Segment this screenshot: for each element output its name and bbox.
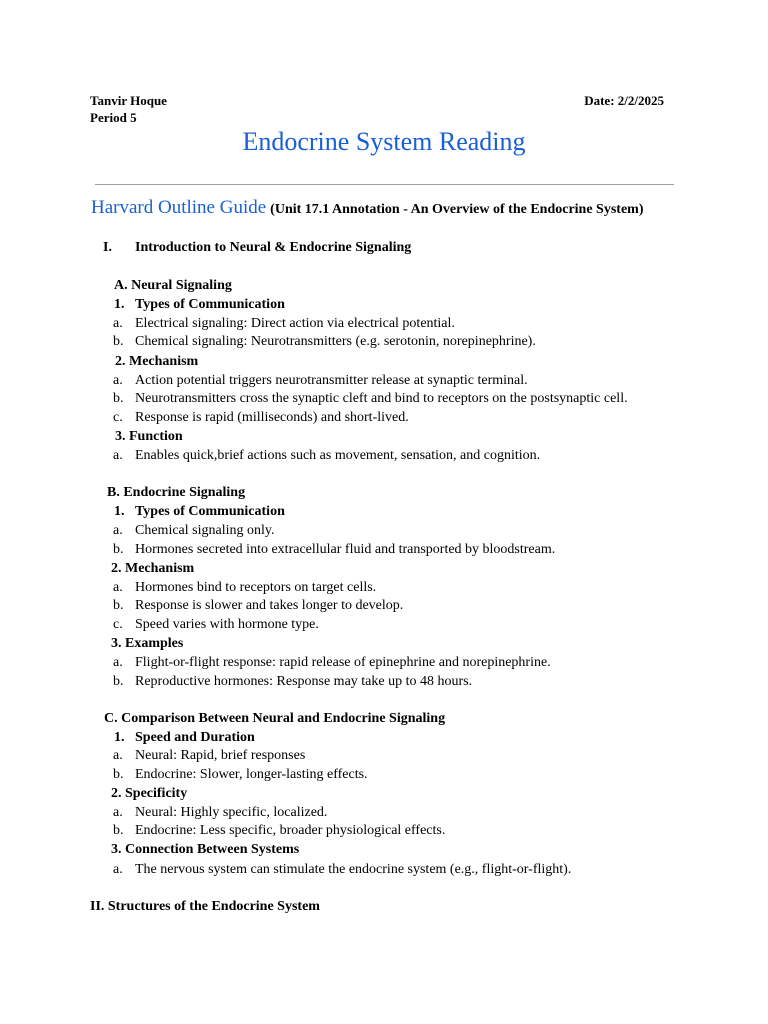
item-marker: a. [113,862,123,877]
topic-title: Types of Communication [135,297,285,312]
class-period: Period 5 [90,110,137,125]
item-text: Chemical signaling: Neurotransmitters (e.g. serotonin, norepinephrine). [135,334,536,349]
item-text: Reproductive hormones: Response may take up to 48 hours. [135,674,473,689]
item-text: Chemical signaling only. [135,523,275,538]
item-text: Response is slower and takes longer to develop. [135,598,404,613]
topic-marker: 1. [114,297,125,312]
item-text: Response is rapid (milliseconds) and short-lived. [135,410,409,425]
topic-marker: 1. [114,730,125,745]
item-marker: c. [113,617,123,632]
item-marker: b. [113,391,124,406]
subsection-a-heading: A. Neural Signaling [114,278,232,293]
topic-heading: 2. Specificity [111,786,188,801]
guide-subtitle: (Unit 17.1 Annotation - An Overview of the Endocrine System) [270,202,644,217]
item-text: Endocrine: Less specific, broader physiological effects. [135,823,446,838]
topic-heading: 2. Mechanism [111,561,195,576]
item-marker: a. [113,373,123,388]
date-label: Date: 2/2/2025 [584,93,664,108]
item-text: Hormones secreted into extracellular fluid and transported by bloodstream. [135,542,556,557]
item-marker: a. [113,448,123,463]
topic-heading: 3. Function [115,429,183,444]
title-divider [95,184,674,185]
item-marker: a. [113,523,123,538]
item-marker: b. [113,674,124,689]
item-text: Speed varies with hormone type. [135,617,319,632]
item-text: Neural: Rapid, brief responses [135,748,306,763]
topic-title: Speed and Duration [135,730,255,745]
item-marker: b. [113,334,124,349]
item-text: Neural: Highly specific, localized. [135,805,328,820]
item-marker: b. [113,823,124,838]
guide-label: Harvard Outline Guide [91,197,267,218]
section-title: Introduction to Neural & Endocrine Signaling [135,240,412,255]
item-marker: a. [113,580,123,595]
item-text: Enables quick,brief actions such as movement, sensation, and cognition. [135,448,541,463]
topic-heading: 3. Examples [111,636,184,651]
item-marker: a. [113,655,123,670]
item-text: The nervous system can stimulate the endocrine system (e.g., flight-or-flight). [135,862,572,877]
item-marker: b. [113,542,124,557]
item-text: Hormones bind to receptors on target cells. [135,580,377,595]
item-text: Neurotransmitters cross the synaptic cleft and bind to receptors on the postsynaptic cell. [135,391,628,406]
topic-marker: 1. [114,504,125,519]
item-marker: a. [113,805,123,820]
item-marker: c. [113,410,123,425]
item-marker: b. [113,598,124,613]
item-text: Action potential triggers neurotransmitter release at synaptic terminal. [135,373,528,388]
topic-heading: 3. Connection Between Systems [111,842,300,857]
item-text: Electrical signaling: Direct action via electrical potential. [135,316,455,331]
item-marker: a. [113,748,123,763]
section-marker: I. [103,240,112,255]
item-marker: a. [113,316,123,331]
subsection-b-heading: B. Endocrine Signaling [107,485,246,500]
guide-heading [91,197,644,221]
page-title: Endocrine System Reading [242,127,526,156]
section-ii-heading: II. Structures of the Endocrine System [90,899,320,914]
item-text: Flight-or-flight response: rapid release of epinephrine and norepinephrine. [135,655,551,670]
item-marker: b. [113,767,124,782]
topic-title: Types of Communication [135,504,285,519]
student-name: Tanvir Hoque [90,93,167,108]
topic-heading: 2. Mechanism [115,354,199,369]
item-text: Endocrine: Slower, longer-lasting effects. [135,767,368,782]
subsection-c-heading: C. Comparison Between Neural and Endocrine Signaling [104,711,446,726]
